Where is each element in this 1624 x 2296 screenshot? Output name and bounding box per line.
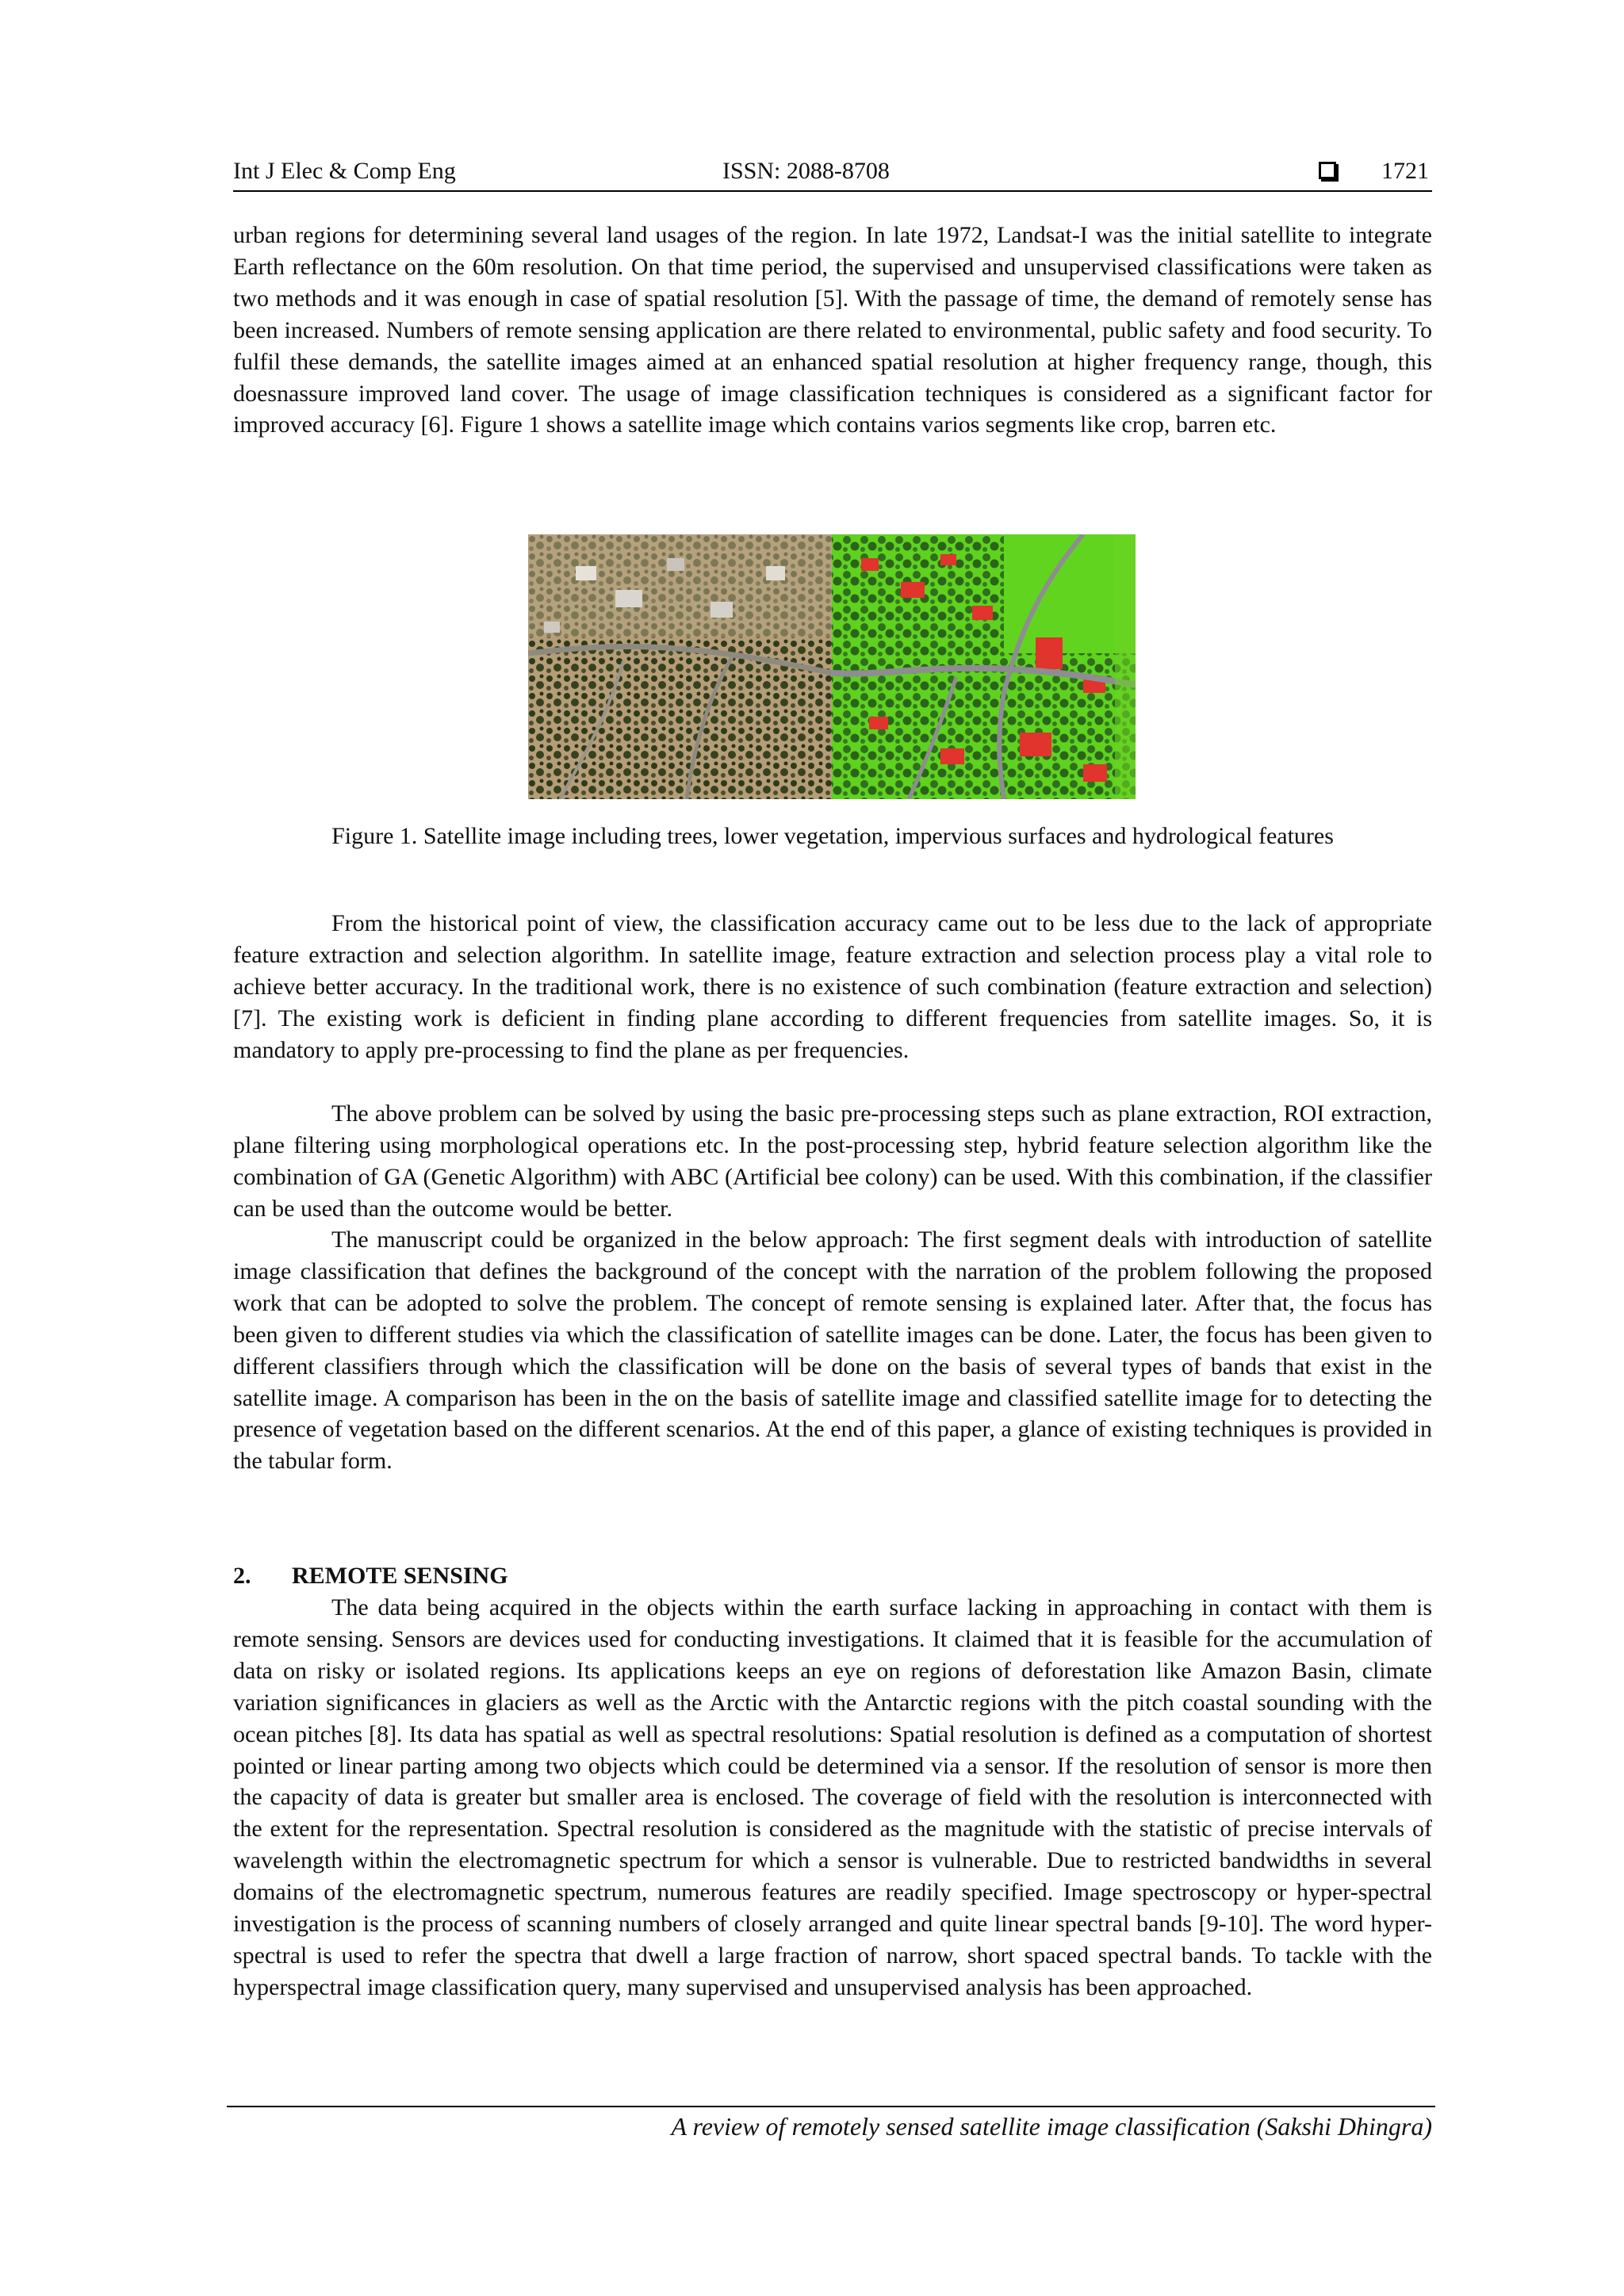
journal-name: Int J Elec & Comp Eng [233,158,456,184]
footer-running-title: A review of remotely sensed satellite image classification (Sakshi Dhingra) [671,2112,1432,2141]
original-image-half [528,534,832,799]
classified-image-half [832,534,1136,799]
footer-rule [227,2106,1435,2107]
section-title: REMOTE SENSING [292,1563,508,1589]
figure-caption: Figure 1. Satellite image including trees, lower vegetation, impervious surfaces and hydrological features [331,823,1334,849]
figure-satellite-image [528,534,1136,799]
problem-paragraph: The above problem can be solved by using the basic pre-processing steps such as plane extraction, ROI extraction, plane filtering using morphological operations etc. In the post-processing step, hybrid feature selection algorithm like the combination of GA (Genetic Algorithm) with ABC (Artificial bee colony) can be used. With this combination, if the classifier can be used than the outcome would be better. [233,1100,1432,1222]
historical-paragraph: From the historical point of view, the classification accuracy came out to be less due to the lack of appropriate feature extraction and selection algorithm. In satellite image, feature extraction and selection process play a vital role to achieve better accuracy. In the traditional work, there is no existence of such combination (feature extraction and selection) [7]. The existing work is deficient in finding plane according to different frequencies from satellite images. So, it is mandatory to apply pre-processing to find the plane as per frequencies. [233,910,1432,1063]
organization-paragraph: The manuscript could be organized in the below approach: The first segment deals with introduction of satellite image classification that defines the background of the concept with the narration of the problem following the proposed work that can be adopted to solve the problem. The concept of remote sensing is explained later. After that, the focus has been given to different studies via which the classification of satellite images can be done. Later, the focus has been given to different classifiers through which the classification will be done on the basis of several types of bands that exist in the satellite image. A comparison has been in the on the basis of satellite image and classified satellite image for to detecting the presence of vegetation based on the different scenarios. At the end of this paper, a glance of existing techniques is provided in the tabular form. [233,1226,1432,1475]
page-header [233,155,1432,192]
section-heading [233,1560,508,1592]
page-number: 1721 [1381,158,1429,184]
remote-sensing-paragraph: The data being acquired in the objects within the earth surface lacking in approaching in contact with them is remote sensing. Sensors are devices used for conducting investigations. It claimed that it is feasible for the accumulation of data on risky or isolated regions. Its applications keeps an eye on regions of deforestation like Amazon Basin, climate variation significances in glaciers as well as the Arctic with the Antarctic regions with the pitch coastal sounding with the ocean pitches [8]. Its data has spatial as well as spectral resolutions: Spatial resolution is defined as a computation of shortest pointed or linear parting among two objects which could be determined via a sensor. If the resolution of sensor is more then the capacity of data is greater but smaller area is enclosed. The coverage of field with the resolution is interconnected with the extent for the representation. Spectral resolution is considered as the magnitude with the statistic of precise intervals of wavelength within the electromagnetic spectrum for which a sensor is vulnerable. Due to restricted bandwidths in several domains of the electromagnetic spectrum, numerous features are readily specified. Image spectroscopy or hyper-spectral investigation is the process of scanning numbers of closely arranged and quite linear spectral bands [9-10]. The word hyper-spectral is used to refer the spectra that dwell a large fraction of narrow, short spaced spectral bands. To tackle with the hyperspectral image classification query, many supervised and unsupervised analysis has been approached. [233,1594,1432,2000]
issn: ISSN: 2088-8708 [722,158,890,184]
section-number: 2. [233,1563,251,1589]
square-bullet-icon [1319,162,1336,179]
intro-paragraph: urban regions for determining several land usages of the region. In late 1972, Landsat-I was the initial satellite to integrate Earth reflectance on the 60m resolution. On that time period, the supervised and unsupervised classifications were taken as two methods and it was enough in case of spatial resolution [5]. With the passage of time, the demand of remotely sense has been increased. Numbers of remote sensing application are there related to environmental, public safety and food security. To fulfil these demands, the satellite images aimed at an enhanced spatial resolution at higher frequency range, though, this doesnassure improved land cover. The usage of image classification techniques is considered as a significant factor for improved accuracy [6]. Figure 1 shows a satellite image which contains varios segments like crop, barren etc. [233,222,1432,438]
